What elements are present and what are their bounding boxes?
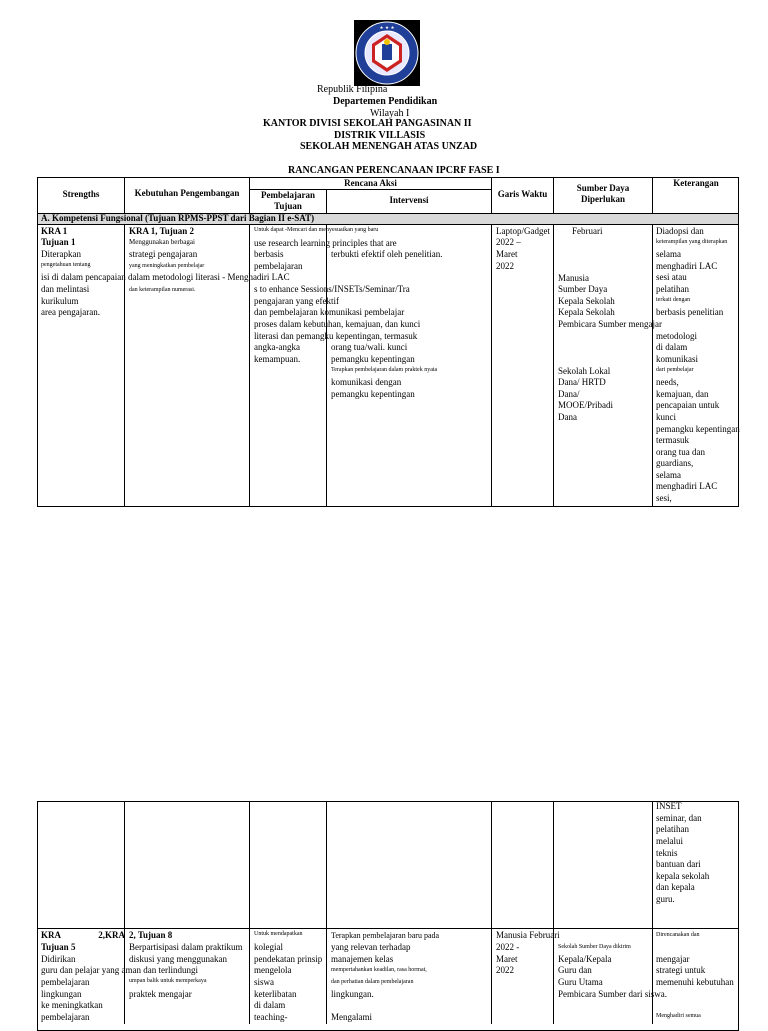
keterangan-line: berbasis penelitian: [656, 307, 724, 317]
header-district: DISTRIK VILLASIS: [334, 130, 426, 141]
keterangan-line: komunikasi: [656, 354, 698, 364]
garis-line: Laptop/Gadget: [496, 226, 550, 236]
strengths-line: Diterapkan: [41, 249, 81, 259]
keterangan-cont-line: dan kepala: [656, 882, 695, 892]
tujuan2-line: Untuk mendapatkan: [254, 931, 303, 937]
strengths-line: isi di dalam pencapaian dalam metodologi literasi - Menghadiri LAC: [41, 272, 290, 282]
kebutuhan-line: yang meningkatkan pembelajar: [129, 263, 205, 269]
col-keterangan: Keterangan: [673, 178, 719, 188]
tujuan-line: Untuk dapat -Mencari dan menyesuaikan yang baru: [254, 227, 379, 233]
intervensi-line: pemangku kepentingan: [331, 389, 415, 399]
sumber-line: Manusia: [558, 273, 589, 283]
keterangan-cont-line: INSET: [656, 801, 682, 811]
keterangan-line: kunci: [656, 412, 676, 422]
tujuan-line: angka-angka: [254, 342, 300, 352]
intervensi2-line: Mengalami: [331, 1012, 372, 1022]
strengths2-line: KRA 2,KRA: [41, 930, 125, 940]
keterangan-line: pelatihan: [656, 284, 689, 294]
sumber-line: Dana: [558, 412, 577, 422]
keterangan2-line: memenuhi kebutuhan: [656, 977, 734, 987]
keterangan-line: termasuk: [656, 435, 689, 445]
col-intervensi: Intervensi: [389, 195, 429, 205]
intervensi-line: komunikasi dengan: [331, 377, 402, 387]
sumber-line: Sumber Daya: [558, 284, 608, 294]
garis2-line: Manusia Februari: [496, 930, 560, 940]
intervensi-line: pemangku kepentingan: [331, 354, 415, 364]
keterangan2-line: Direncanakan dan: [656, 932, 700, 938]
garis-line: Maret: [496, 249, 518, 259]
sumber-line: Pembicara Sumber mengajar: [558, 319, 662, 329]
strengths-line: dan melintasi: [41, 284, 90, 294]
tujuan-line: dan pembelajaran komunikasi pembelajar: [254, 307, 405, 317]
keterangan-cont-line: guru.: [656, 894, 675, 904]
keterangan-line: terkait dengan: [656, 297, 691, 303]
keterangan-line: selama: [656, 470, 681, 480]
col-kebutuhan: Kebutuhan Pengembangan: [134, 188, 240, 198]
sumber-line: Kepala Sekolah: [558, 296, 615, 306]
sumber-line: Februari: [572, 226, 603, 236]
strengths2-line: Tujuan 5: [41, 942, 76, 952]
intervensi-line: terbukti efektif oleh penelitian.: [331, 249, 443, 259]
kebutuhan2-line: diskusi yang menggunakan: [129, 954, 227, 964]
garis-line: 2022: [496, 261, 514, 271]
kebutuhan2-line: Berpartisipasi dalam praktikum: [129, 942, 243, 952]
strengths2-line: guru dan pelajar yang aman dan terlindungi: [41, 965, 198, 975]
col-rencana-aksi: Rencana Aksi: [344, 178, 397, 188]
tujuan-line: pengajaran yang efektif: [254, 296, 339, 306]
strengths-line: area pengajaran.: [41, 307, 100, 317]
keterangan-line: orang tua dan: [656, 447, 705, 457]
keterangan-line: metodologi: [656, 331, 697, 341]
strengths-line: KRA 1: [41, 226, 68, 236]
strengths2-line: pembelajaran: [41, 977, 90, 987]
kebutuhan2-line: 2, Tujuan 8: [129, 930, 173, 940]
intervensi-line: Terapkan pembelajaran dalam praktek nyata: [331, 367, 438, 373]
tujuan2-line: kolegial: [254, 942, 283, 952]
strengths2-line: Didirikan: [41, 954, 76, 964]
kebutuhan-line: Menggunakan berbagai: [129, 238, 195, 246]
tujuan-line: s to enhance Sessions/INSETs/Seminar/Tra: [254, 284, 410, 294]
kebutuhan-line: dan keterampilan numerasi.: [129, 287, 196, 293]
keterangan-cont-line: teknis: [656, 848, 678, 858]
sumber-line: Dana/ HRTD: [558, 377, 606, 387]
sumber2-line: Kepala/Kepala: [558, 954, 612, 964]
sumber-line: Sekolah Lokal: [558, 366, 611, 376]
document-title: RANCANGAN PERENCANAAN IPCRF FASE I: [288, 165, 500, 176]
tujuan-line: proses dalam kebutuhan, kemajuan, dan kunci: [254, 319, 421, 329]
keterangan-line: sesi atau: [656, 272, 687, 282]
strengths2-line: lingkungan: [41, 989, 82, 999]
tujuan-line: literasi dan pemangku kepentingan, termasuk: [254, 331, 418, 341]
kebutuhan2-line: praktek mengajar: [129, 989, 192, 999]
keterangan2-line: Menghadiri semua: [656, 1013, 701, 1019]
intervensi2-line: mempertahankan keadilan, rasa hormat,: [331, 967, 427, 973]
svg-text:★ ★ ★: ★ ★ ★: [379, 26, 395, 31]
sumber2-line: Guru dan: [558, 965, 592, 975]
intervensi2-line: manajemen kelas: [331, 954, 394, 964]
tujuan2-line: siswa: [254, 977, 274, 987]
tujuan2-line: teaching-: [254, 1012, 288, 1022]
intervensi2-line: yang relevan terhadap: [331, 942, 411, 952]
keterangan-line: menghadiri LAC: [656, 481, 718, 491]
sumber-line: Dana/: [558, 389, 580, 399]
strengths2-line: ke meningkatkan: [41, 1000, 103, 1010]
header-division: KANTOR DIVISI SEKOLAH PANGASINAN II: [263, 118, 472, 129]
keterangan2-line: strategi untuk: [656, 965, 706, 975]
keterangan-line: Diadopsi dan: [656, 226, 704, 236]
strengths2-line: pembelajaran: [41, 1012, 90, 1022]
sumber-line: Kepala Sekolah: [558, 307, 615, 317]
keterangan-cont-line: kepala sekolah: [656, 871, 710, 881]
intervensi-line: orang tua/wali. kunci: [331, 342, 408, 352]
tujuan-line: berbasis: [254, 249, 284, 259]
keterangan2-line: mengajar: [656, 954, 690, 964]
keterangan-line: sesi,: [656, 493, 672, 503]
strengths-line: Tujuan 1: [41, 237, 76, 247]
col-strengths: Strengths: [62, 189, 100, 199]
keterangan-line: pemangku kepentingan: [656, 424, 740, 434]
strengths-line: kurikulum: [41, 296, 79, 306]
keterangan-line: menghadiri LAC: [656, 261, 718, 271]
keterangan-line: di dalam: [656, 342, 688, 352]
keterangan-cont-line: seminar, dan: [656, 813, 702, 823]
garis2-line: 2022: [496, 965, 514, 975]
col-garis-waktu: Garis Waktu: [497, 189, 548, 199]
keterangan-cont-line: pelatihan: [656, 824, 689, 834]
kebutuhan-line: strategi pengajaran: [129, 249, 198, 259]
tujuan-line: pembelajaran: [254, 261, 303, 271]
keterangan-cont-line: melalui: [656, 836, 683, 846]
col-tujuan: Pembelajaran Tujuan: [261, 190, 315, 211]
deped-seal-logo: [354, 20, 420, 86]
col-sumber-daya: Sumber Daya Diperlukan: [576, 183, 630, 204]
keterangan-line: selama: [656, 249, 681, 259]
kebutuhan2-line: umpan balik untuk memperkaya: [129, 978, 207, 984]
header-republic: Republik Filipina: [317, 84, 388, 95]
garis2-line: Maret: [496, 954, 518, 964]
intervensi2-line: lingkungan.: [331, 989, 374, 999]
keterangan-line: guardians,: [656, 458, 694, 468]
intervensi2-line: Terapkan pembelajaran baru pada: [331, 931, 440, 940]
tujuan2-line: di dalam: [254, 1000, 286, 1010]
header-school: SEKOLAH MENENGAH ATAS UNZAD: [300, 141, 478, 152]
sumber2-line: Sekolah Sumber Daya dikirim: [558, 944, 631, 950]
sumber2-line: Pembicara Sumber dari siswa.: [558, 989, 667, 999]
keterangan-cont-line: bantuan dari: [656, 859, 701, 869]
tujuan2-line: pendekatan prinsip: [254, 954, 323, 964]
kebutuhan-line: KRA 1, Tujuan 2: [129, 226, 195, 236]
keterangan-line: kemajuan, dan: [656, 389, 709, 399]
tujuan-line: use research learning principles that are: [254, 238, 397, 248]
keterangan-line: keterampilan yang diterapkan: [656, 239, 728, 245]
tujuan-line: kemampuan.: [254, 354, 301, 364]
header-department: Departemen Pendidikan: [333, 96, 438, 107]
tujuan2-line: mengelola: [254, 965, 292, 975]
sumber2-line: Guru Utama: [558, 977, 603, 987]
garis2-line: 2022 -: [496, 942, 520, 952]
section-a-title: A. Kompetensi Fungsional (Tujuan RPMS-PPST dari Bagian II e-SAT): [41, 213, 315, 223]
garis-line: 2022 –: [496, 237, 521, 247]
sumber-line: MOOE/Pribadi: [558, 400, 613, 410]
keterangan-line: pencapaian untuk: [656, 400, 720, 410]
strengths-line: pengetahuan tentang: [41, 262, 91, 268]
tujuan2-line: keterlibatan: [254, 989, 297, 999]
header-region: Wilayah I: [370, 108, 410, 119]
keterangan-line: needs,: [656, 377, 679, 387]
keterangan-line: dari pembelajar: [656, 367, 694, 373]
intervensi2-line: dan perhatian dalam pembelajaran: [331, 979, 414, 985]
